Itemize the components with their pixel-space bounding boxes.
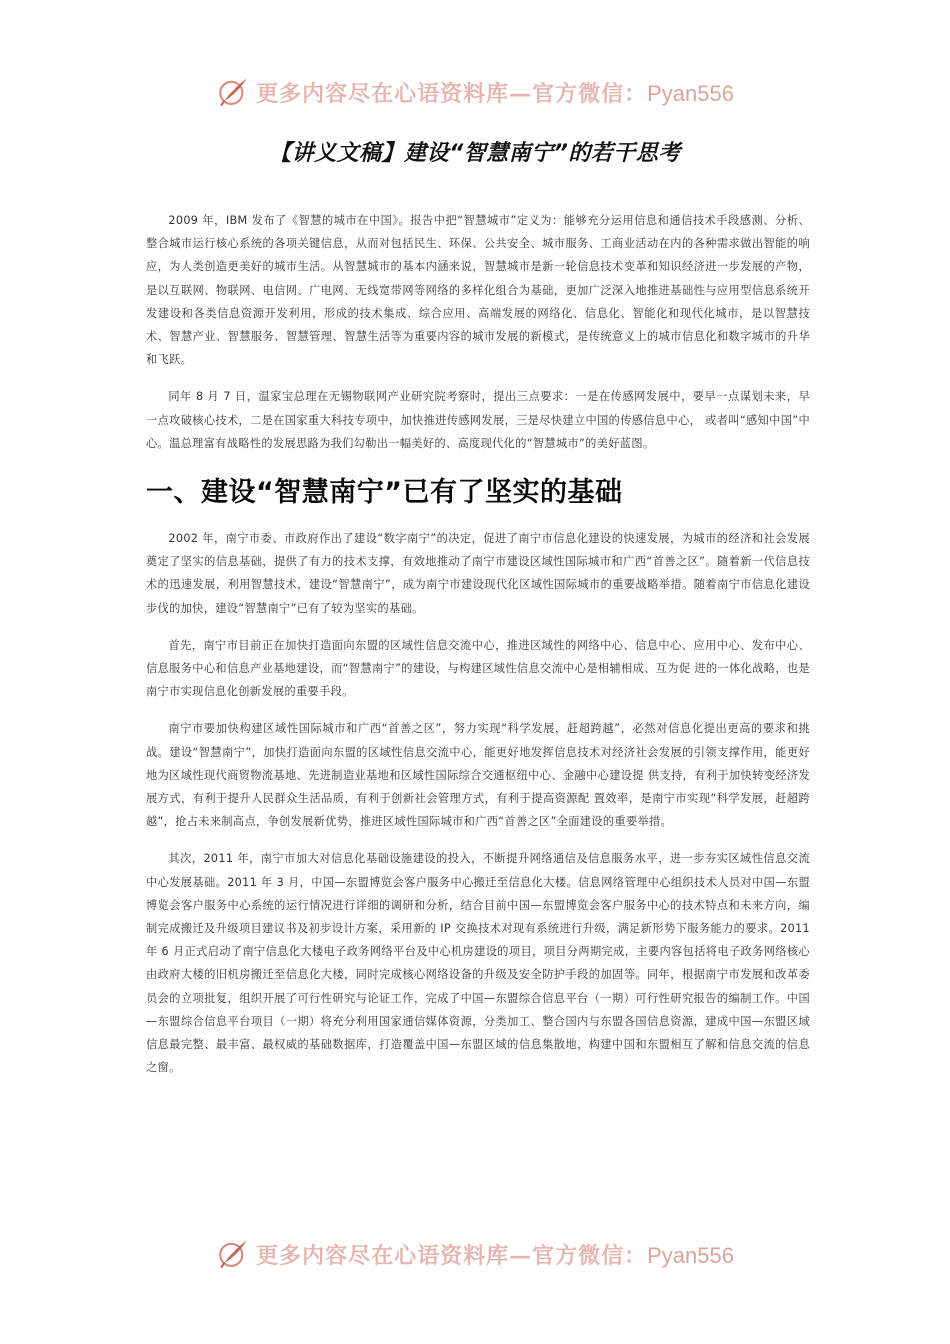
wechat-id: Pyan556 xyxy=(647,80,734,106)
section-paragraph-3: 南宁市要加快构建区域性国际城市和广西“首善之区”，努力实现“科学发展，赶超跨越”，必然对信息化提出更高的要求和挑战。建设“智慧南宁”，加快打造面向东盟的区域性信息交流中心，能更好地发挥信息技术对经济社会发展的引领支撑作用，能更好地为区域性现代商贸物流基地、先进制造业基地和区域性国际综合交通枢纽中心、金融中心建设提 供支持，有利于加快转变经济发展方式，有利于提升人民群众生活品质，有利于创新社会管理方式，有利于提高资源配 置效率，是南宁市实现“科学发展，赶超跨越”，抢占未来制高点，争创发展新优势，推进区域性国际城市和广西“首善之区”全面建设的重要举措。 xyxy=(146,722,810,829)
banner-text: 更多内容尽在心语资料库—官方微信：Pyan556 xyxy=(256,80,734,107)
document-title: 【讲义文稿】建设“智慧南宁”的若干思考 xyxy=(269,141,681,166)
banner-text: 更多内容尽在心语资料库—官方微信：Pyan556 xyxy=(256,1242,734,1269)
quill-pen-logo-icon xyxy=(216,1237,250,1271)
section-paragraph-1: 2002 年，南宁市委、市政府作出了建设“数字南宁”的决定，促进了南宁市信息化建设的快速发展，为城市的经济和社会发展奠定了坚实的信息基础，提供了有力的技术支撑，有效地推动了南宁市建设区域性国际城市和广西“首善之区”。随着新一代信息技术的迅速发展，利用智慧技术，建设“智慧南宁”，成为南宁市建设现代化区域性国际城市的重要战略举措。随着南宁市信息化建设步伐的加快，建设“智慧南宁”已有了较为坚实的基础。 xyxy=(146,532,810,615)
section-paragraph-2: 首先，南宁市目前正在加快打造面向东盟的区域性信息交流中心，推进区域性的网络中心、信息中心、应用中心、发布中心、信息服务中心和信息产业基地建设，而“智慧南宁”的建设，与构建区域性信息交流中心是相辅相成、互为促 进的一体化战略，也是南宁市实现信息化创新发展的重要手段。 xyxy=(146,638,810,699)
section-heading-1: 一、建设“智慧南宁”已有了坚实的基础 xyxy=(146,477,623,509)
quill-pen-logo-icon xyxy=(216,75,250,109)
intro-paragraph-2: 同年 8 月 7 日，温家宝总理在无锡物联网产业研究院考察时，提出三点要求：一是在传感网发展中，要早一点谋划未来，早一点攻破核心技术，二是在国家重大科技专项中，加快推进传感网发展，三是尽快建立中国的传感信息中心， 或者叫“感知中国”中心。温总理富有战略性的发展思路为我们勾勒出一幅美好的、高度现代化的“智慧城市”的美好蓝图。 xyxy=(146,390,810,450)
footer-banner xyxy=(0,1232,950,1276)
section-paragraph-4: 其次，2011 年，南宁市加大对信息化基础设施建设的投入，不断提升网络通信及信息服务水平，进一步夯实区域性信息交流中心发展基础。2011 年 3 月，中国—东盟博览会客户服务中心搬迁至信息化大楼。信息网络管理中心组织技术人员对中国—东盟博览会客户服务中心系统的运行情况进行详细的调研和分析，结合目前中国—东盟博览会客户服务中心的技术特点和未来方向，编制完成搬迁及升级项目建议书及初步设计方案，采用新的 IP 交换技术对现有系统进行升级，满足新形势下服务能力的要求。2011 年 6 月正式启动了南宁信息化大楼电子政务网络平台及中心机房建设的项目，项目分两期完成，主要内容包括将电子政务网络核心由政府大楼的旧机房搬迁至信息化大楼，同时完成核心网络设备的升级及安全防护手段的加固等。同年，根据南宁市发展和改革委员会的立项批复，组织开展了可行性研究与论证工作，完成了中国—东盟综合信息平台（一期）可行性研究报告的编制工作。中国—东盟综合信息平台项目（一期）将充分利用国家通信媒体资源，分类加工、整合国内与东盟各国信息资源，建成中国—东盟区域信息最完整、最丰富、最权威的基础数据库，打造覆盖中国—东盟区域的信息集散地，构建中国和东盟相互了解和信息交流的信息之窗。 xyxy=(146,852,810,1075)
document-body xyxy=(146,209,810,1080)
header-banner xyxy=(0,70,950,114)
intro-paragraph-1: 2009 年，IBM 发布了《智慧的城市在中国》。报告中把“智慧城市”定义为：能够充分运用信息和通信技术手段感测、分析、整合城市运行核心系统的各项关键信息，从而对包括民生、环保、公共安全、城市服务、工商业活动在内的各种需求做出智能的响应，为人类创造更美好的城市生活。从智慧城市的基本内涵来说，智慧城市是新一轮信息技术变革和知识经济进一步发展的产物，是以互联网、物联网、电信网、广电网、无线宽带网等网络的多样化组合为基础，更加广泛深入地推进基础性与应用型信息系统开发建设和各类信息资源开发利用，形成的技术集成、综合应用、高端发展的网络化、信息化、智能化和现代化城市，是以智慧技术、智慧产业、智慧服务、智慧管理、智慧生活等为重要内容的城市发展的新模式，是传统意义上的城市信息化和数字城市的升华和飞跃。 xyxy=(146,214,810,367)
wechat-id: Pyan556 xyxy=(647,1242,734,1268)
